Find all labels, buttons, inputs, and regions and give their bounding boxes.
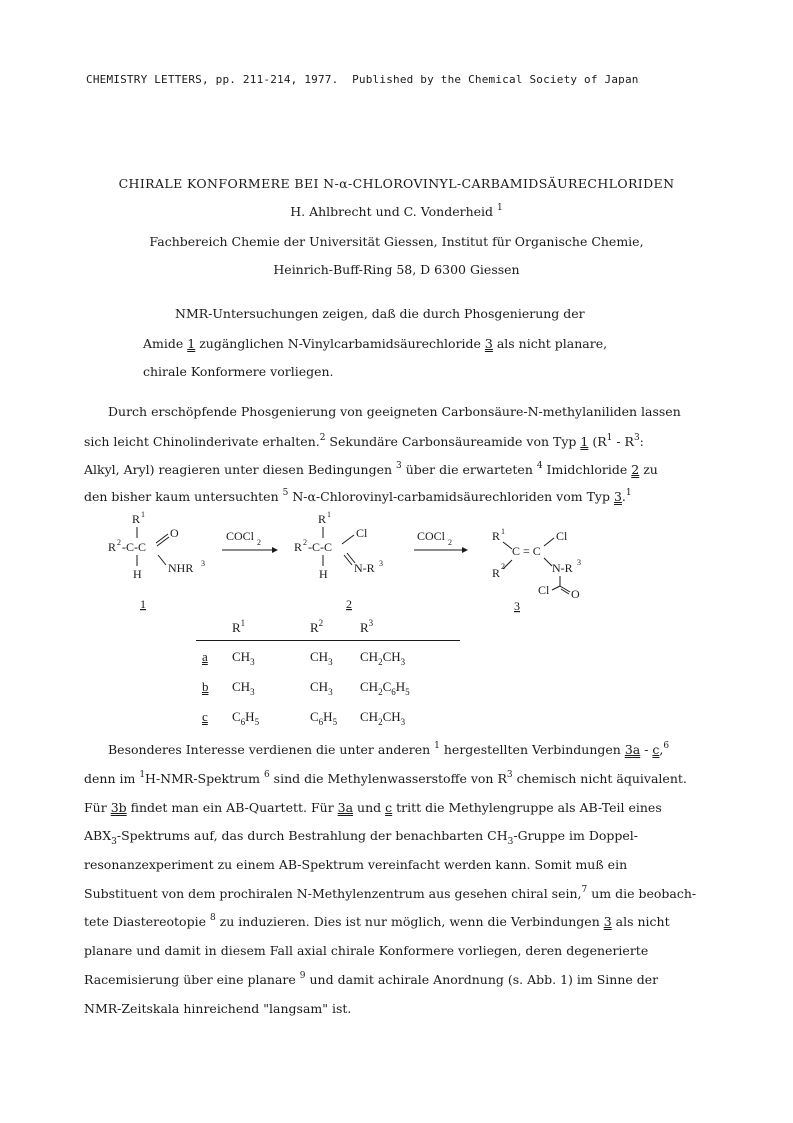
paragraph-1-line-4: den bisher kaum untersuchten $^5$ N-α-Chlorovinyl-carbamidsäurechloriden vom Typ 3.$^1$ bbox=[84, 488, 632, 504]
table-cell-r3: $CH_2C_6H_5$ bbox=[360, 679, 410, 697]
svg-text:3: 3 bbox=[379, 559, 383, 568]
paragraph-1-line-1: Durch erschöpfende Phosgenierung von geeigneten Carbonsäure-N-methylaniliden lassen bbox=[108, 404, 681, 419]
article-title: CHIRALE KONFORMERE BEI N-α-CHLOROVINYL-CARBAMIDSÄURECHLORIDEN bbox=[118, 176, 675, 191]
svg-text:O: O bbox=[170, 526, 179, 540]
svg-text:NHR: NHR bbox=[168, 561, 194, 575]
svg-text:2: 2 bbox=[501, 562, 505, 571]
table-row bbox=[196, 671, 460, 701]
table-cell-r3: $CH_2CH_3$ bbox=[360, 709, 406, 727]
reaction-arrow-1 bbox=[222, 529, 278, 553]
svg-text:R: R bbox=[108, 540, 117, 554]
table-header-id bbox=[196, 618, 232, 641]
paragraph-2-line-1: Besonderes Interesse verdienen die unter anderen $^1$ hergestellten Verbindungen 3a - c,$^6$ bbox=[108, 741, 670, 757]
svg-text:2: 2 bbox=[257, 538, 261, 547]
journal-header: CHEMISTRY LETTERS, pp. 211-214, 1977. Published by the Chemical Society of Japan bbox=[86, 73, 639, 86]
affiliation-line-2: Heinrich-Buff-Ring 58, D 6300 Giessen bbox=[273, 262, 520, 277]
paragraph-2-line-6: Substituent von dem prochiralen N-Methylenzentrum aus gesehen chiral sein,$^7$ um die beobach- bbox=[84, 885, 697, 901]
paragraph-2-line-2: denn im $^1$H-NMR-Spektrum $^6$ sind die Methylenwasserstoffe von $R^3$ chemisch nicht äquivalent. bbox=[84, 770, 687, 786]
paragraph-1-line-3: Alkyl, Aryl) reagieren unter diesen Bedingungen $^3$ über die erwarteten $^4$ Imidchloride 2 zu bbox=[84, 461, 658, 477]
svg-text:O: O bbox=[571, 587, 580, 601]
svg-text:H: H bbox=[133, 567, 142, 581]
svg-text:C = C: C = C bbox=[512, 544, 541, 558]
table-cell-r1: $C_6H_5$ bbox=[232, 709, 260, 727]
svg-text:R: R bbox=[492, 529, 501, 543]
table-cell-r1: $CH_3$ bbox=[232, 649, 255, 667]
table-cell-r3: $CH_2CH_3$ bbox=[360, 649, 406, 667]
svg-text:R: R bbox=[492, 566, 501, 580]
paragraph-1-line-2: sich leicht Chinolinderivate erhalten.$^2$ Sekundäre Carbonsäureamide von Typ 1 ($R^1 - R^3$: bbox=[84, 433, 644, 449]
svg-text:-C-C: -C-C bbox=[308, 540, 332, 554]
svg-text:COCl: COCl bbox=[226, 529, 255, 543]
reaction-arrow-2 bbox=[414, 529, 468, 553]
compound-label-2: 2 bbox=[346, 597, 352, 611]
svg-text:Cl: Cl bbox=[356, 526, 368, 540]
authors bbox=[0, 204, 793, 219]
table-header-row bbox=[196, 618, 460, 641]
paragraph-2-line-5: resonanzexperiment zu einem AB-Spektrum vereinfacht werden kann. Somit muß ein bbox=[84, 857, 628, 872]
svg-text:2: 2 bbox=[303, 538, 307, 547]
table-cell-id: a bbox=[202, 649, 208, 664]
reaction-scheme bbox=[100, 510, 660, 618]
abstract-line-2: Amide 1 zugänglichen N-Vinylcarbamidsäurechloride 3 als nicht planare, bbox=[143, 336, 608, 351]
affiliation-line-1: Fachbereich Chemie der Universität Giessen, Institut für Organische Chemie, bbox=[149, 234, 644, 249]
compound-ref: 1 bbox=[187, 336, 196, 351]
svg-text:H: H bbox=[319, 567, 328, 581]
svg-text:R: R bbox=[318, 512, 327, 526]
svg-text:Cl: Cl bbox=[538, 583, 550, 597]
substituent-table bbox=[196, 618, 460, 731]
table-header-r2: $R^2$ bbox=[310, 618, 360, 641]
table-row bbox=[196, 701, 460, 731]
compound-label-3: 3 bbox=[514, 599, 520, 613]
table-cell-r2: $CH_3$ bbox=[310, 649, 333, 667]
footnote-ref: 1 bbox=[497, 203, 503, 213]
table-cell-id: b bbox=[202, 679, 209, 694]
compound-ref: 3 bbox=[484, 336, 493, 351]
svg-text:1: 1 bbox=[327, 510, 331, 519]
author-names: H. Ahlbrecht und C. Vonderheid bbox=[290, 204, 494, 219]
svg-text:R: R bbox=[294, 540, 303, 554]
paragraph-2-line-4: $ABX_3$-Spektrums auf, das durch Bestrahlung der benachbarten $CH_3$-Gruppe im Doppel- bbox=[84, 828, 638, 847]
table-cell-id: c bbox=[202, 709, 208, 724]
svg-text:N-R: N-R bbox=[354, 561, 375, 575]
paragraph-2-line-10: NMR-Zeitskala hinreichend "langsam" ist. bbox=[84, 1001, 352, 1016]
svg-text:R: R bbox=[132, 512, 141, 526]
compound-label-1: 1 bbox=[140, 597, 146, 611]
table-row bbox=[196, 641, 460, 672]
svg-text:1: 1 bbox=[141, 510, 145, 519]
paragraph-2-line-3: Für 3b findet man ein AB-Quartett. Für 3a und c tritt die Methylengruppe als AB-Teil eines bbox=[84, 800, 662, 815]
table-header-r3: $R^3$ bbox=[360, 618, 460, 641]
paragraph-2-line-7: tete Diastereotopie $^8$ zu induzieren. Dies ist nur möglich, wenn die Verbindungen 3 als nicht bbox=[84, 913, 670, 929]
table-cell-r1: $CH_3$ bbox=[232, 679, 255, 697]
svg-text:1: 1 bbox=[501, 527, 505, 536]
abstract-line-1: NMR-Untersuchungen zeigen, daß die durch Phosgenierung der bbox=[175, 306, 585, 321]
svg-text:N-R: N-R bbox=[552, 561, 573, 575]
structure-3-chlorovinyl bbox=[492, 527, 581, 601]
svg-text:Cl: Cl bbox=[556, 529, 568, 543]
table-cell-r2: $CH_3$ bbox=[310, 679, 333, 697]
svg-text:2: 2 bbox=[117, 538, 121, 547]
paragraph-2-line-8: planare und damit in diesem Fall axial chirale Konformere vorliegen, deren degenerierte bbox=[84, 943, 649, 958]
svg-text:3: 3 bbox=[577, 558, 581, 567]
table-header-r1: $R^1$ bbox=[232, 618, 310, 641]
paragraph-2-line-9: Racemisierung über eine planare $^9$ und damit achirale Anordnung (s. Abb. 1) im Sinne der bbox=[84, 971, 659, 987]
svg-text:-C-C: -C-C bbox=[122, 540, 146, 554]
table-cell-r2: $C_6H_5$ bbox=[310, 709, 338, 727]
structure-2-imidchloride bbox=[294, 510, 383, 581]
svg-text:COCl: COCl bbox=[417, 529, 446, 543]
structure-1-amide bbox=[108, 510, 205, 581]
svg-text:3: 3 bbox=[201, 559, 205, 568]
svg-text:2: 2 bbox=[448, 538, 452, 547]
abstract-line-3: chirale Konformere vorliegen. bbox=[143, 364, 334, 379]
